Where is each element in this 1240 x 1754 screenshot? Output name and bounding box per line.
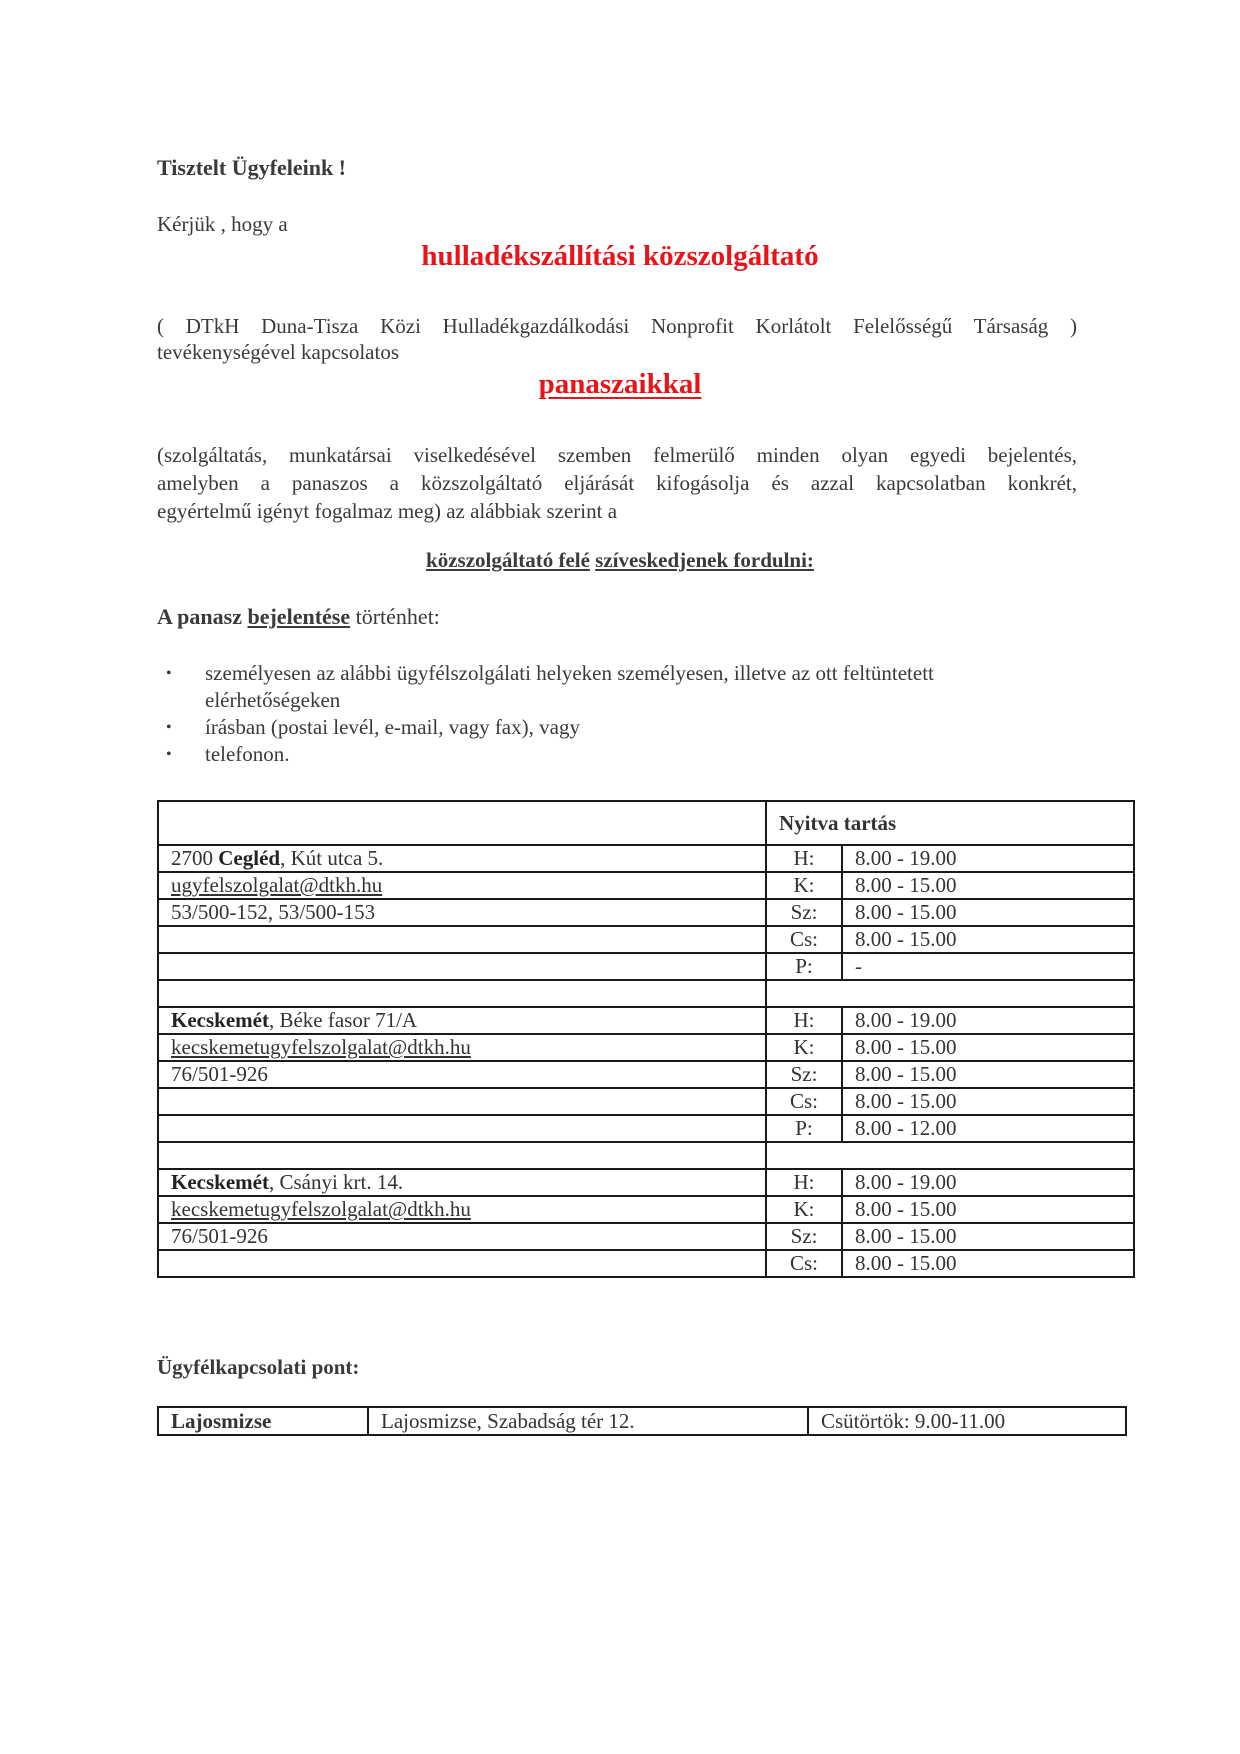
heading-service-provider: hulladékszállítási közszolgáltató [421, 240, 819, 272]
day-cell: Sz: [766, 1223, 842, 1250]
offices-table [157, 800, 1135, 1278]
table-row [158, 1034, 1134, 1061]
scope-line: amelyben a panaszos a közszolgáltató eljárását kifogásolja és azzal kapcsolatban konkrét, [157, 471, 1077, 495]
intro-text: Kérjük , hogy a [157, 212, 288, 236]
report-prefix: A panasz [157, 604, 242, 629]
spacer-row [158, 980, 1134, 1007]
office-info-cell [158, 953, 766, 980]
office-info-cell [158, 926, 766, 953]
report-suffix: történhet: [355, 604, 440, 629]
table-header-row [158, 801, 1134, 845]
day-cell: P: [766, 953, 842, 980]
office-phone: 76/501-926 [171, 1062, 268, 1086]
spacer-row [158, 1142, 1134, 1169]
office-city: Kecskemét [171, 1008, 269, 1032]
office-info-cell [158, 1169, 766, 1196]
contact-point-hours: Csütörtök: 9.00-11.00 [808, 1407, 1126, 1435]
office-email-link[interactable]: ugyfelszolgalat@dtkh.hu [171, 873, 383, 897]
table-row [158, 1169, 1134, 1196]
opening-hours-header: Nyitva tartás [766, 801, 1134, 845]
company-paragraph [157, 313, 1077, 365]
table-row [158, 845, 1134, 872]
heading-complaints: panaszaikkal [538, 368, 702, 400]
day-cell: H: [766, 1007, 842, 1034]
table-row [158, 1196, 1134, 1223]
office-city: Cegléd [218, 846, 281, 870]
contact-point-table [157, 1406, 1127, 1436]
office-info-cell [158, 1196, 766, 1223]
office-address: , Béke fasor 71/A [268, 1008, 418, 1032]
office-info-cell [158, 872, 766, 899]
greeting: Tisztelt Ügyfeleink ! [157, 155, 347, 180]
hours-cell: 8.00 - 15.00 [842, 899, 1134, 926]
scope-line: egyértelmű igényt fogalmaz meg) az alábbiak szerint a [157, 499, 618, 523]
day-cell: K: [766, 1034, 842, 1061]
table-row [158, 1223, 1134, 1250]
company-name: ( DTkH Duna-Tisza Közi Hulladékgazdálkodási Nonprofit Korlátolt Felelősségű Társaság ) [157, 314, 1077, 338]
office-zip: 2700 [171, 846, 213, 870]
hours-cell: 8.00 - 15.00 [842, 1034, 1134, 1061]
office-info-cell [158, 1115, 766, 1142]
hours-cell: 8.00 - 15.00 [842, 1061, 1134, 1088]
company-activity: tevékenységével kapcsolatos [157, 340, 399, 364]
hours-cell: 8.00 - 12.00 [842, 1115, 1134, 1142]
day-cell: Cs: [766, 1250, 842, 1277]
office-phone: 53/500-152, 53/500-153 [171, 900, 376, 924]
table-row [158, 872, 1134, 899]
table-row [158, 1407, 1126, 1435]
hours-cell: 8.00 - 15.00 [842, 926, 1134, 953]
hours-cell: - [842, 953, 1134, 980]
office-info-cell [158, 1088, 766, 1115]
spacer-cell [766, 1142, 1134, 1169]
contact-point-name: Lajosmizse [158, 1407, 368, 1435]
turn-to-heading [0, 548, 1240, 573]
day-cell: Sz: [766, 899, 842, 926]
day-cell: Cs: [766, 1088, 842, 1115]
table-row [158, 1007, 1134, 1034]
day-cell: H: [766, 845, 842, 872]
hours-cell: 8.00 - 15.00 [842, 1196, 1134, 1223]
hours-cell: 8.00 - 15.00 [842, 1250, 1134, 1277]
hours-cell: 8.00 - 19.00 [842, 1007, 1134, 1034]
bullet-icon: • [166, 665, 172, 682]
office-info-cell [158, 1250, 766, 1277]
report-title [157, 604, 440, 630]
list-item-text: elérhetőségeken [205, 688, 341, 712]
table-row [158, 899, 1134, 926]
office-info-cell [158, 1223, 766, 1250]
header-empty-cell [158, 801, 766, 845]
turn-to-part2: szíveskedjenek fordulni: [595, 548, 814, 572]
office-info-cell [158, 899, 766, 926]
day-cell: K: [766, 1196, 842, 1223]
hours-cell: 8.00 - 19.00 [842, 1169, 1134, 1196]
list-item-text: telefonon. [205, 742, 290, 766]
contact-point-title: Ügyfélkapcsolati pont: [157, 1355, 360, 1379]
table-row [158, 953, 1134, 980]
list-item [157, 714, 1057, 741]
spacer-cell [158, 980, 766, 1007]
office-email-link[interactable]: kecskemetugyfelszolgalat@dtkh.hu [171, 1197, 471, 1221]
spacer-cell [158, 1142, 766, 1169]
table-row [158, 926, 1134, 953]
turn-to-part1: közszolgáltató felé [426, 548, 590, 572]
hours-cell: 8.00 - 15.00 [842, 1088, 1134, 1115]
list-item-text: írásban (postai levél, e-mail, vagy fax), vagy [205, 715, 580, 739]
hours-cell: 8.00 - 19.00 [842, 845, 1134, 872]
scope-paragraph [157, 441, 1077, 525]
bullet-icon: • [166, 719, 172, 736]
contact-point-address: Lajosmizse, Szabadság tér 12. [368, 1407, 808, 1435]
office-address: , Kút utca 5. [280, 846, 384, 870]
list-item [157, 741, 1057, 768]
list-item-text: személyesen az alábbi ügyfélszolgálati helyeken személyesen, illetve az ott feltüntetett [205, 661, 934, 685]
bullet-icon: • [166, 746, 172, 763]
office-info-cell [158, 1007, 766, 1034]
scope-line: (szolgáltatás, munkatársai viselkedésével szemben felmerülő minden olyan egyedi bejelentés, [157, 443, 1077, 467]
day-cell: Sz: [766, 1061, 842, 1088]
complaint-channels-list [157, 660, 1057, 768]
table-row [158, 1061, 1134, 1088]
day-cell: Cs: [766, 926, 842, 953]
office-email-link[interactable]: kecskemetugyfelszolgalat@dtkh.hu [171, 1035, 471, 1059]
office-info-cell [158, 1061, 766, 1088]
office-info-cell [158, 1034, 766, 1061]
table-row [158, 1250, 1134, 1277]
day-cell: K: [766, 872, 842, 899]
report-underlined: bejelentése [247, 604, 351, 629]
table-row [158, 1088, 1134, 1115]
office-address: , Csányi krt. 14. [268, 1170, 404, 1194]
hours-cell: 8.00 - 15.00 [842, 1223, 1134, 1250]
office-city: Kecskemét [171, 1170, 269, 1194]
day-cell: H: [766, 1169, 842, 1196]
spacer-cell [766, 980, 1134, 1007]
day-cell: P: [766, 1115, 842, 1142]
list-item [157, 660, 1057, 714]
table-row [158, 1115, 1134, 1142]
office-info-cell [158, 845, 766, 872]
office-phone: 76/501-926 [171, 1224, 268, 1248]
hours-cell: 8.00 - 15.00 [842, 872, 1134, 899]
